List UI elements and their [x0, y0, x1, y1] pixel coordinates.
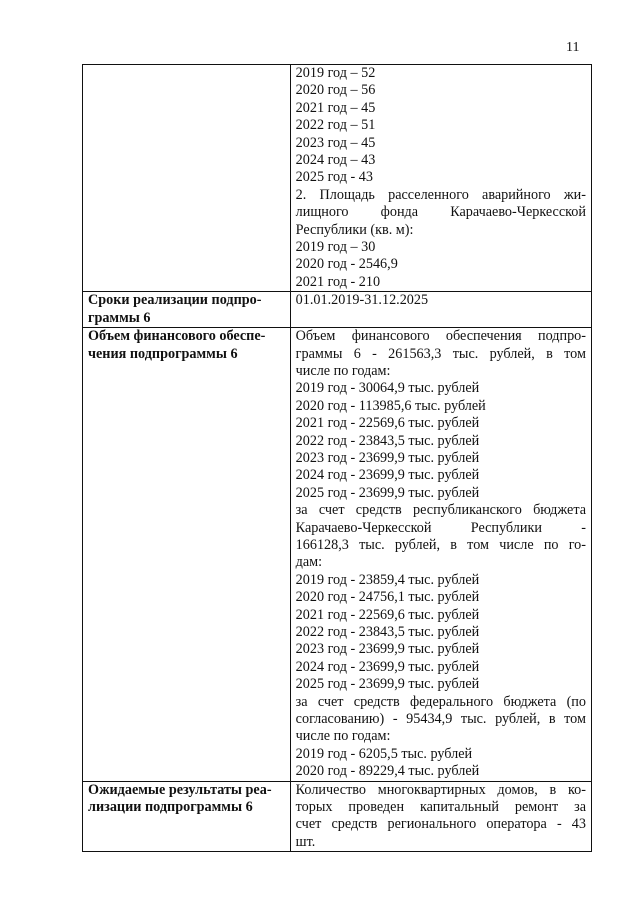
content-line: 2021 год - 22569,6 тыс. рублей: [295, 415, 480, 432]
row-content-cell: [290, 781, 591, 852]
content-line: 2020 год - 113985,6 тыс. рублей: [295, 397, 486, 414]
content-line: 2024 год - 23699,9 тыс. рублей: [295, 658, 480, 675]
content-line: за счет средств федерального бюджета (по: [295, 693, 586, 710]
row-content-cell: [290, 328, 591, 782]
content-line: 2023 год – 45: [295, 134, 376, 151]
content-line: счет средств регионального оператора - 43: [295, 816, 586, 833]
content-line: шт.: [295, 833, 316, 850]
content-line: 2019 год - 30064,9 тыс. рублей: [295, 380, 480, 397]
content-line: 2. Площадь расселенного аварийного жи-: [295, 186, 586, 203]
content-line: 2021 год – 45: [295, 99, 376, 116]
content-line: Карачаево-Черкесской Республики -: [295, 519, 586, 536]
subprogram-passport-table: [82, 64, 592, 852]
content-line: 2020 год - 24756,1 тыс. рублей: [295, 589, 480, 606]
content-line: 2019 год – 52: [295, 65, 376, 81]
content-line: 2024 год – 43: [295, 152, 376, 169]
content-line: 2019 год - 23859,4 тыс. рублей: [295, 571, 480, 588]
row-content-cell: [290, 65, 591, 292]
content-line: 2023 год - 23699,9 тыс. рублей: [295, 449, 480, 466]
row-label-cell: [83, 292, 291, 328]
content-line: 2020 год - 2546,9: [295, 256, 398, 273]
row-label-line: граммы 6: [88, 309, 151, 326]
page-number: 11: [566, 40, 580, 55]
content-line: 2019 год – 30: [295, 239, 376, 256]
row-label-line: Объем финансового обеспе-: [88, 328, 266, 345]
content-line: числе по годам:: [295, 362, 391, 379]
row-label-line: лизации подпрограммы 6: [88, 799, 253, 816]
content-line: 2025 год - 23699,9 тыс. рублей: [295, 484, 480, 501]
row-label-cell: [83, 65, 291, 292]
content-line: торых проведен капитальный ремонт за: [295, 799, 586, 816]
content-line: 166128,3 тыс. рублей, в том числе по го-: [295, 536, 586, 553]
content-line: согласованию) - 95434,9 тыс. рублей, в том: [295, 711, 586, 728]
content-line: дам:: [295, 554, 323, 571]
content-line: 2025 год - 23699,9 тыс. рублей: [295, 676, 480, 693]
content-line: 2021 год - 210: [295, 273, 381, 290]
content-line: граммы 6 - 261563,3 тыс. рублей, в том: [295, 345, 586, 362]
content-line: 2020 год - 89229,4 тыс. рублей: [295, 763, 480, 780]
content-line: Объем финансового обеспечения подпро-: [295, 328, 586, 345]
row-label-cell: [83, 328, 291, 782]
content-line: Количество многоквартирных домов, в ко-: [295, 781, 586, 798]
table-row: [83, 292, 592, 328]
content-line: 2024 год - 23699,9 тыс. рублей: [295, 467, 480, 484]
table-row: [83, 65, 592, 292]
content-line: лищного фонда Карачаево-Черкесской: [295, 204, 586, 221]
content-line: 2020 год – 56: [295, 82, 376, 99]
table-row: [83, 328, 592, 782]
row-label-line: Сроки реализации подпро-: [88, 292, 262, 309]
content-line: Республики (кв. м):: [295, 221, 414, 238]
row-content-cell: [290, 292, 591, 328]
content-line: 2019 год - 6205,5 тыс. рублей: [295, 745, 473, 762]
content-line: 2023 год - 23699,9 тыс. рублей: [295, 641, 480, 658]
content-line: 2022 год - 23843,5 тыс. рублей: [295, 624, 480, 640]
content-line: за счет средств республиканского бюджета: [295, 502, 586, 519]
content-line: 2021 год - 22569,6 тыс. рублей: [295, 606, 480, 623]
row-label-cell: [83, 781, 291, 852]
content-line: 2025 год - 43: [295, 169, 373, 186]
content-line: числе по годам:: [295, 728, 391, 745]
content-line: 01.01.2019-31.12.2025: [295, 292, 429, 309]
table-row: [83, 781, 592, 852]
row-label-line: Ожидаемые результаты реа-: [88, 781, 272, 798]
content-line: 2022 год - 23843,5 тыс. рублей: [295, 432, 480, 449]
content-line: 2022 год – 51: [295, 117, 376, 134]
row-label-line: чения подпрограммы 6: [88, 345, 238, 362]
